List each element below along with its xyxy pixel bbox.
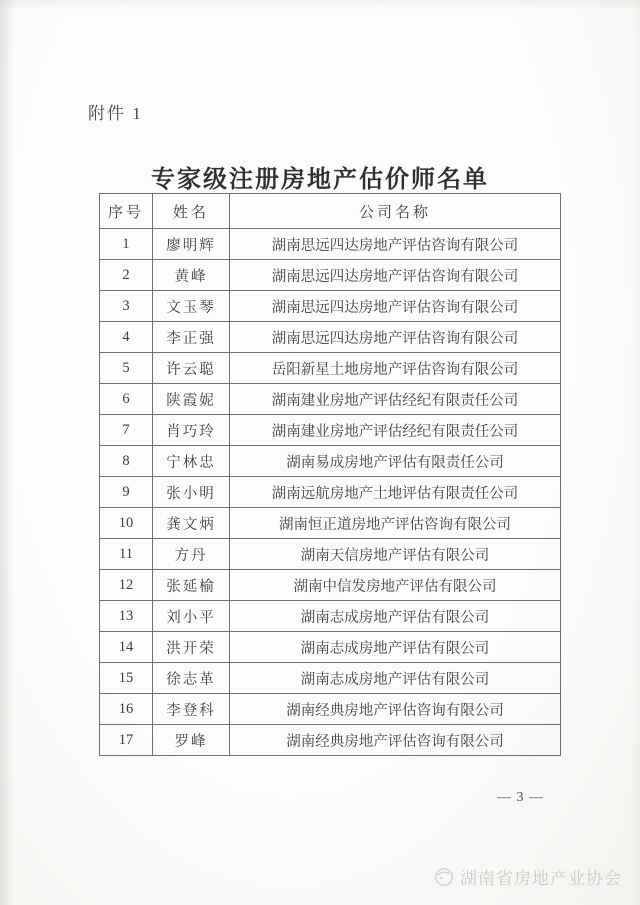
page-number: — 3 — xyxy=(497,790,544,805)
table-row xyxy=(100,384,561,415)
cell-serial-number: 2 xyxy=(100,260,153,291)
cell-person-name: 龚文炳 xyxy=(153,508,230,539)
cell-person-name: 洪开荣 xyxy=(153,632,230,663)
table-row xyxy=(100,725,561,756)
cell-person-name: 文玉琴 xyxy=(153,291,230,322)
cell-serial-number: 11 xyxy=(100,539,153,570)
cell-serial-number: 7 xyxy=(100,415,153,446)
cell-person-name: 宁林忠 xyxy=(153,446,230,477)
cell-person-name: 李正强 xyxy=(153,322,230,353)
cell-person-name: 刘小平 xyxy=(153,601,230,632)
association-logo-icon xyxy=(433,866,455,888)
appraiser-table xyxy=(99,193,561,756)
table-row xyxy=(100,229,561,260)
footer-watermark xyxy=(433,864,622,889)
table-row xyxy=(100,415,561,446)
cell-company-name: 湖南天信房地产评估有限公司 xyxy=(230,539,561,570)
cell-company-name: 湖南经典房地产评估咨询有限公司 xyxy=(230,694,561,725)
cell-company-name: 岳阳新星土地房地产评估咨询有限公司 xyxy=(230,353,561,384)
table-row xyxy=(100,446,561,477)
cell-company-name: 湖南志成房地产评估有限公司 xyxy=(230,632,561,663)
table-row xyxy=(100,291,561,322)
cell-person-name: 张延榆 xyxy=(153,570,230,601)
cell-company-name: 湖南思远四达房地产评估咨询有限公司 xyxy=(230,291,561,322)
cell-person-name: 肖巧玲 xyxy=(153,415,230,446)
cell-person-name: 张小明 xyxy=(153,477,230,508)
cell-serial-number: 8 xyxy=(100,446,153,477)
cell-serial-number: 12 xyxy=(100,570,153,601)
table-row xyxy=(100,477,561,508)
table-header-row xyxy=(100,194,561,229)
cell-serial-number: 16 xyxy=(100,694,153,725)
table-row xyxy=(100,663,561,694)
cell-serial-number: 1 xyxy=(100,229,153,260)
cell-company-name: 湖南志成房地产评估有限公司 xyxy=(230,663,561,694)
cell-person-name: 罗峰 xyxy=(153,725,230,756)
table-row xyxy=(100,539,561,570)
cell-company-name: 湖南建业房地产评估经纪有限责任公司 xyxy=(230,384,561,415)
column-header-name: 姓名 xyxy=(153,194,230,229)
table-row xyxy=(100,260,561,291)
cell-company-name: 湖南中信发房地产评估有限公司 xyxy=(230,570,561,601)
cell-person-name: 方丹 xyxy=(153,539,230,570)
cell-person-name: 黄峰 xyxy=(153,260,230,291)
attachment-label: 附件 1 xyxy=(88,104,143,123)
cell-company-name: 湖南思远四达房地产评估咨询有限公司 xyxy=(230,260,561,291)
page-title: 专家级注册房地产估价师名单 xyxy=(151,167,489,194)
cell-serial-number: 13 xyxy=(100,601,153,632)
cell-person-name: 李登科 xyxy=(153,694,230,725)
cell-serial-number: 9 xyxy=(100,477,153,508)
cell-person-name: 廖明辉 xyxy=(153,229,230,260)
cell-serial-number: 4 xyxy=(100,322,153,353)
table-row xyxy=(100,508,561,539)
cell-serial-number: 5 xyxy=(100,353,153,384)
cell-person-name: 许云聪 xyxy=(153,353,230,384)
table-row xyxy=(100,353,561,384)
cell-person-name: 徐志革 xyxy=(153,663,230,694)
cell-company-name: 湖南远航房地产土地评估有限责任公司 xyxy=(230,477,561,508)
column-header-company: 公司名称 xyxy=(230,194,561,229)
table-row xyxy=(100,322,561,353)
cell-person-name: 陕霞妮 xyxy=(153,384,230,415)
table-row xyxy=(100,632,561,663)
table-row xyxy=(100,694,561,725)
footer-watermark-text: 湖南省房地产业协会 xyxy=(460,869,622,888)
table-row xyxy=(100,570,561,601)
cell-serial-number: 14 xyxy=(100,632,153,663)
cell-company-name: 湖南恒正道房地产评估咨询有限公司 xyxy=(230,508,561,539)
column-header-no: 序号 xyxy=(100,194,153,229)
cell-serial-number: 6 xyxy=(100,384,153,415)
cell-serial-number: 3 xyxy=(100,291,153,322)
cell-serial-number: 17 xyxy=(100,725,153,756)
cell-company-name: 湖南思远四达房地产评估咨询有限公司 xyxy=(230,322,561,353)
cell-serial-number: 10 xyxy=(100,508,153,539)
cell-company-name: 湖南思远四达房地产评估咨询有限公司 xyxy=(230,229,561,260)
cell-serial-number: 15 xyxy=(100,663,153,694)
cell-company-name: 湖南经典房地产评估咨询有限公司 xyxy=(230,725,561,756)
cell-company-name: 湖南建业房地产评估经纪有限责任公司 xyxy=(230,415,561,446)
cell-company-name: 湖南易成房地产评估有限责任公司 xyxy=(230,446,561,477)
cell-company-name: 湖南志成房地产评估有限公司 xyxy=(230,601,561,632)
table-row xyxy=(100,601,561,632)
